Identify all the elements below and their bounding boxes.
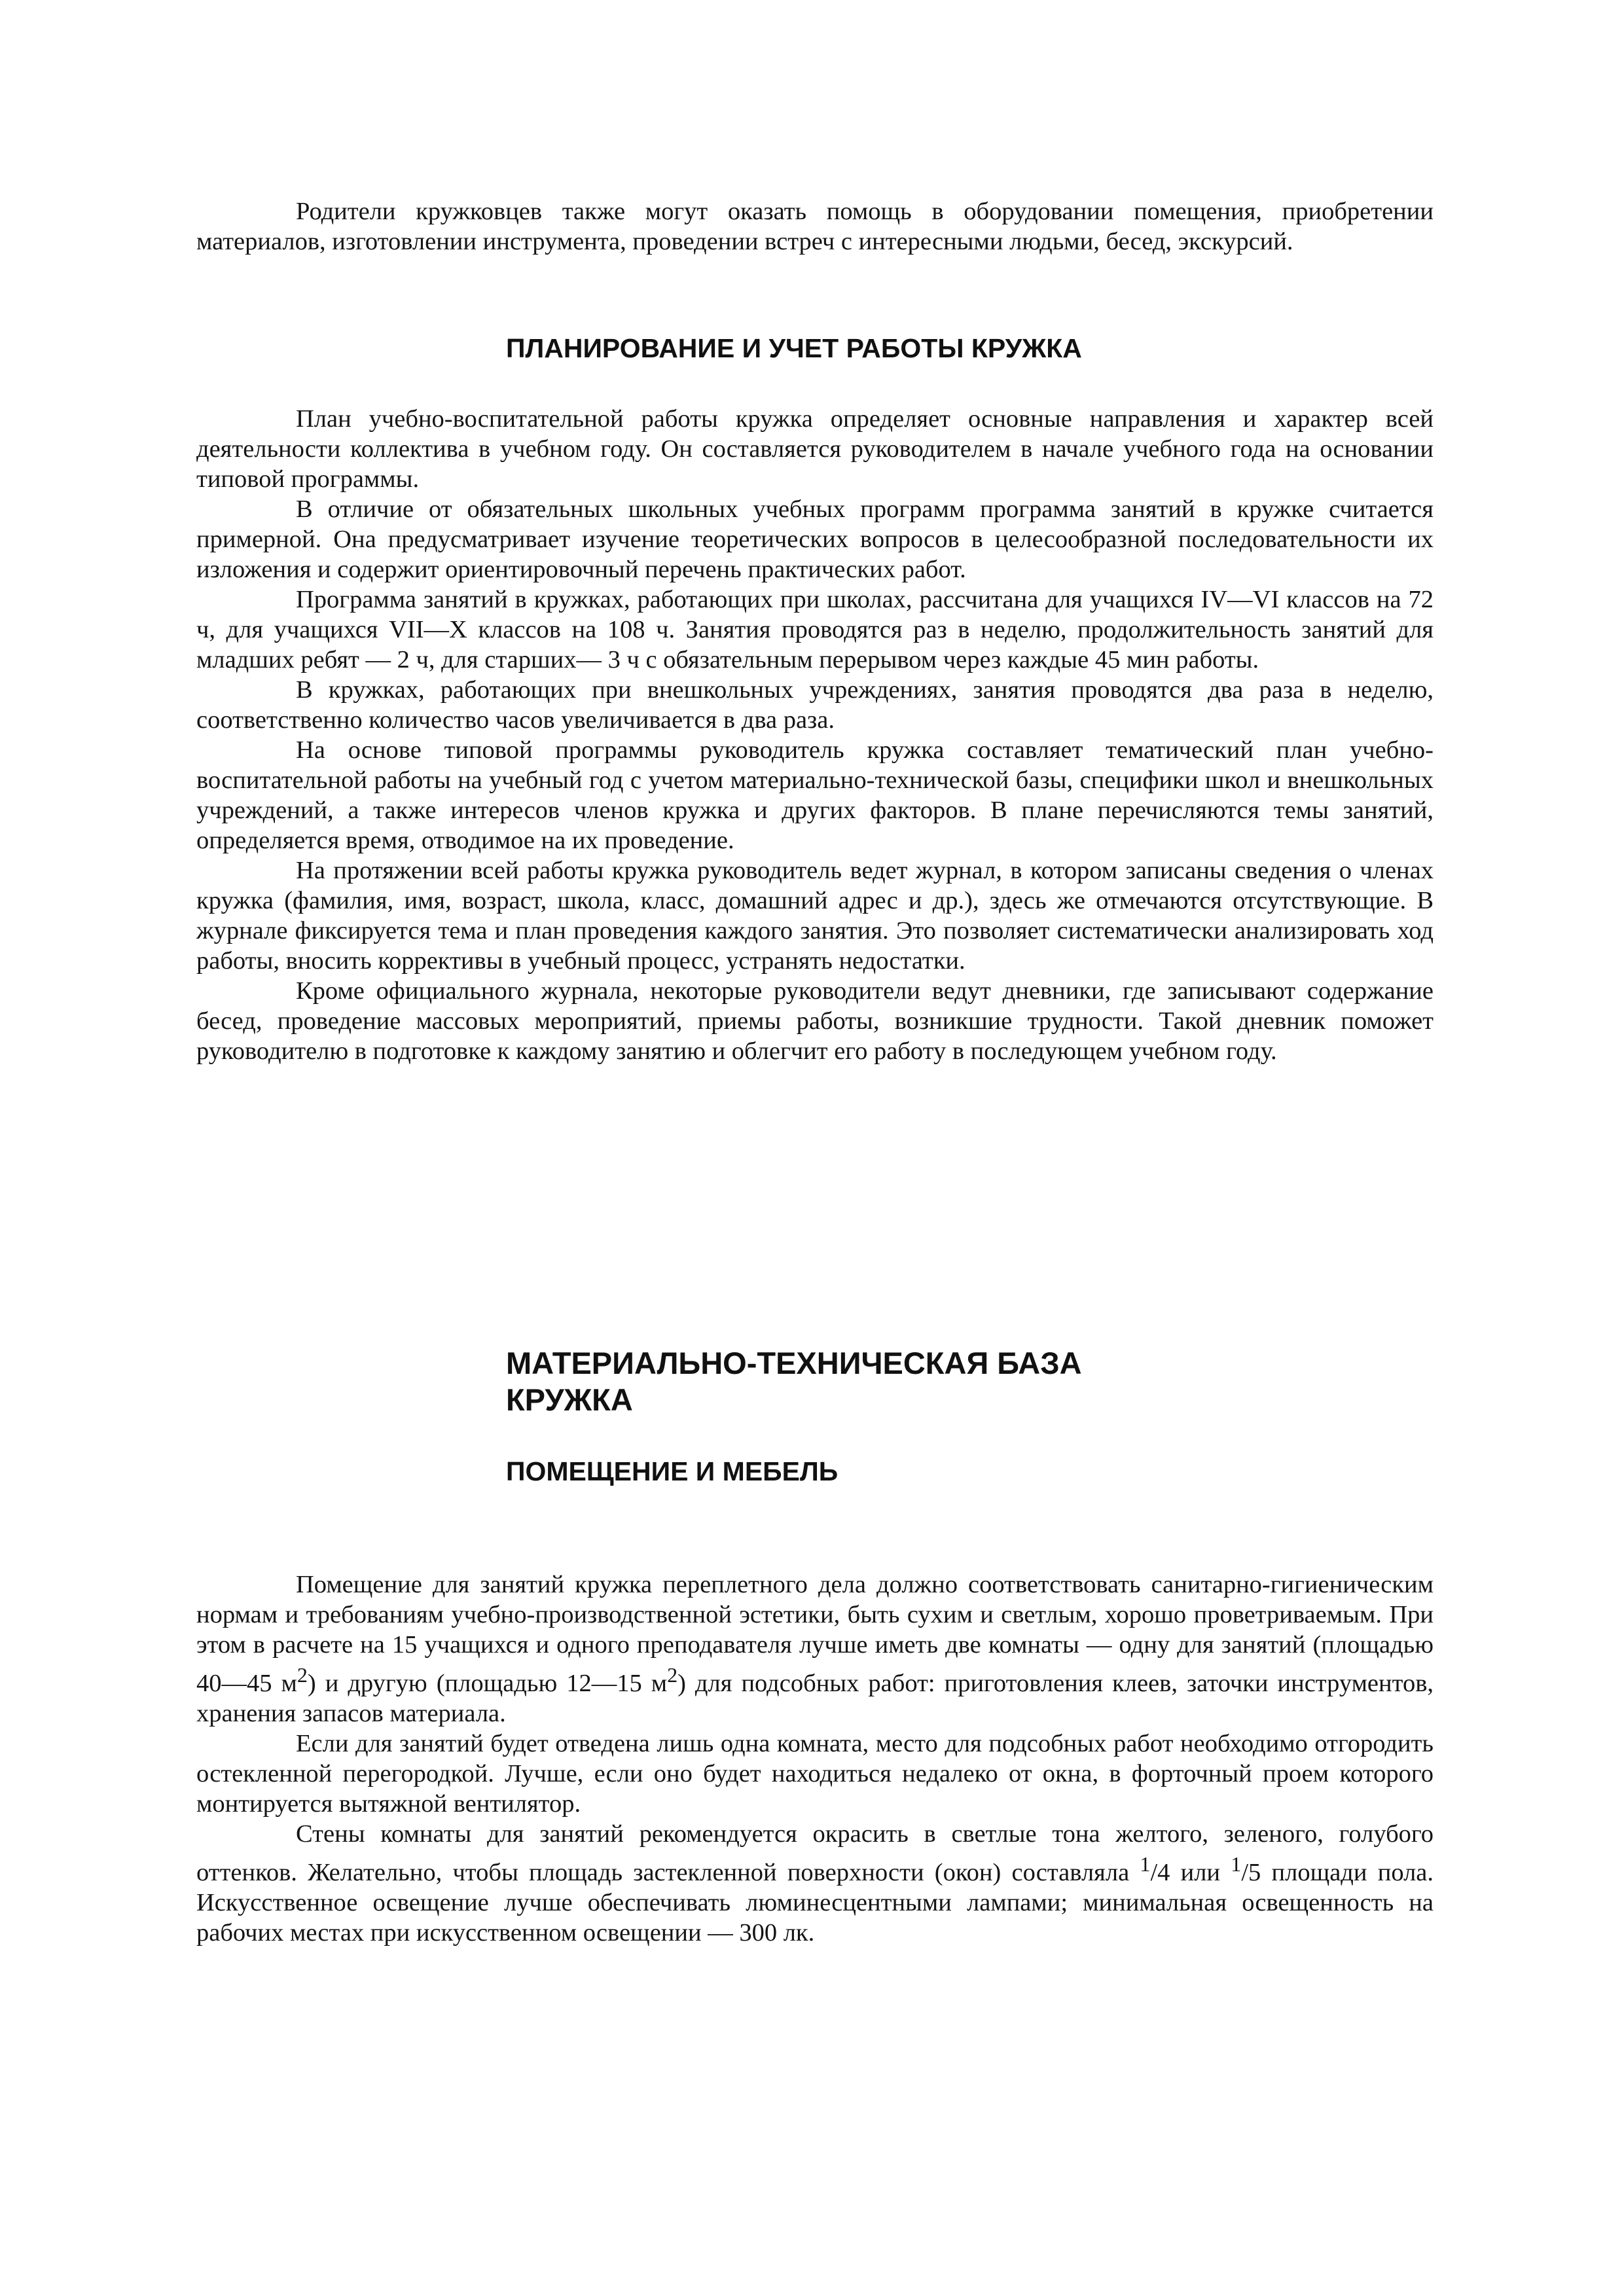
base-text — [196, 1570, 1434, 1948]
fraction-denominator: /5 — [1241, 1858, 1261, 1886]
heading-line: МАТЕРИАЛЬНО-ТЕХНИЧЕСКАЯ БАЗА — [506, 1346, 1082, 1380]
paragraph: Стены комнаты для занятий рекомендуется окрасить в светлые тона желтого, зеленого, голубого оттенков. Желательно, чтобы площадь застекленной поверхности (окон) составляла $^1$/4 или $^1$/5 площади пола. Искусственное освещение лучше обеспечивать люминесцентными лампами; минимальная освещенность на рабочих местах при искусственном освещении — 300 лк. — [196, 1820, 1434, 1946]
intro-text — [196, 196, 1434, 257]
fraction-denominator: /4 — [1150, 1858, 1170, 1886]
paragraph: В отличие от обязательных школьных учебных программ программа занятий в кружке считается примерной. Она предусматривает изучение теоретических вопросов в целесообразной последовательности их изложения и содержит ориентировочный перечень практических работ. — [196, 495, 1434, 583]
fraction-numerator: 1 — [1140, 1852, 1151, 1876]
planning-text — [196, 404, 1434, 1066]
paragraph: На протяжении всей работы кружка руководитель ведет журнал, в котором записаны сведения о членах кружка (фамилия, имя, возраст, школа, класс, домашний адрес и др.), здесь же отмечаются отсутствующие. В журнале фиксируется тема и план проведения каждого занятия. Это позволяет систематически анализировать ход работы, вносить коррективы в учебный процесс, устранять недостатки. — [196, 857, 1434, 975]
paragraph: Кроме официального журнала, некоторые руководители ведут дневники, где записывают содержание бесед, проведение массовых мероприятий, приемы работы, возникшие трудности. Такой дневник поможет руководителю в подготовке к каждому занятию и облегчит его работу в последующем учебном году. — [196, 977, 1434, 1065]
paragraph: Помещение для занятий кружка переплетного дела должно соответствовать санитарно-гигиеническим нормам и требованиям учебно-производственной эстетики, быть сухим и светлым, хорошо проветриваемым. При этом в расчете на 15 учащихся и одного преподавателя лучше иметь две комнаты — одну для занятий (площадью 40—45 $м^2$) и другую (площадью 12—15 $м^2$) для подсобных работ: приготовления клеев, заточки инструментов, хранения запасов материала. — [196, 1571, 1434, 1727]
heading-line: КРУЖКА — [506, 1382, 633, 1417]
paragraph: В кружках, работающих при внешкольных учреждениях, занятия проводятся два раза в неделю, соответственно количество часов увеличивается в два раза. — [196, 676, 1434, 734]
fraction-numerator: 1 — [1231, 1852, 1242, 1876]
section-heading-planning: ПЛАНИРОВАНИЕ И УЧЕТ РАБОТЫ КРУЖКА — [506, 333, 1082, 363]
superscript: 2 — [667, 1663, 678, 1687]
paragraph: Родители кружковцев также могут оказать помощь в оборудовании помещения, приобретении материалов, изготовлении инструмента, проведении встреч с интересными людьми, бесед, экскурсий. — [196, 198, 1434, 255]
subheading-room-furniture: ПОМЕЩЕНИЕ И МЕБЕЛЬ — [506, 1456, 839, 1486]
section-heading-base — [506, 1345, 1082, 1418]
superscript: 2 — [297, 1663, 308, 1687]
paragraph: На основе типовой программы руководитель кружка составляет тематический план учебно-воспитательной работы на учебный год с учетом материально-технической базы, специфики школ и внешкольных учреждений, а также интересов членов кружка и других факторов. В плане перечисляются темы занятий, определяется время, отводимое на их проведение. — [196, 736, 1434, 854]
paragraph: Программа занятий в кружках, работающих при школах, рассчитана для учащихся IV—VI классов на 72 ч, для учащихся VII—X классов на 108 ч. Занятия проводятся раз в неделю, продолжительность занятий для младших ребят — 2 ч, для старших— 3 ч с обязательным перерывом через каждые 45 мин работы. — [196, 586, 1434, 673]
paragraph: Если для занятий будет отведена лишь одна комната, место для подсобных работ необходимо отгородить остекленной перегородкой. Лучше, если оно будет находиться недалеко от окна, в форточный проем которого монтируется вытяжной вентилятор. — [196, 1729, 1434, 1818]
paragraph: План учебно-воспитательной работы кружка определяет основные направления и характер всей деятельности коллектива в учебном году. Он составляется руководителем в начале учебного года на основании типовой программы. — [196, 405, 1434, 493]
